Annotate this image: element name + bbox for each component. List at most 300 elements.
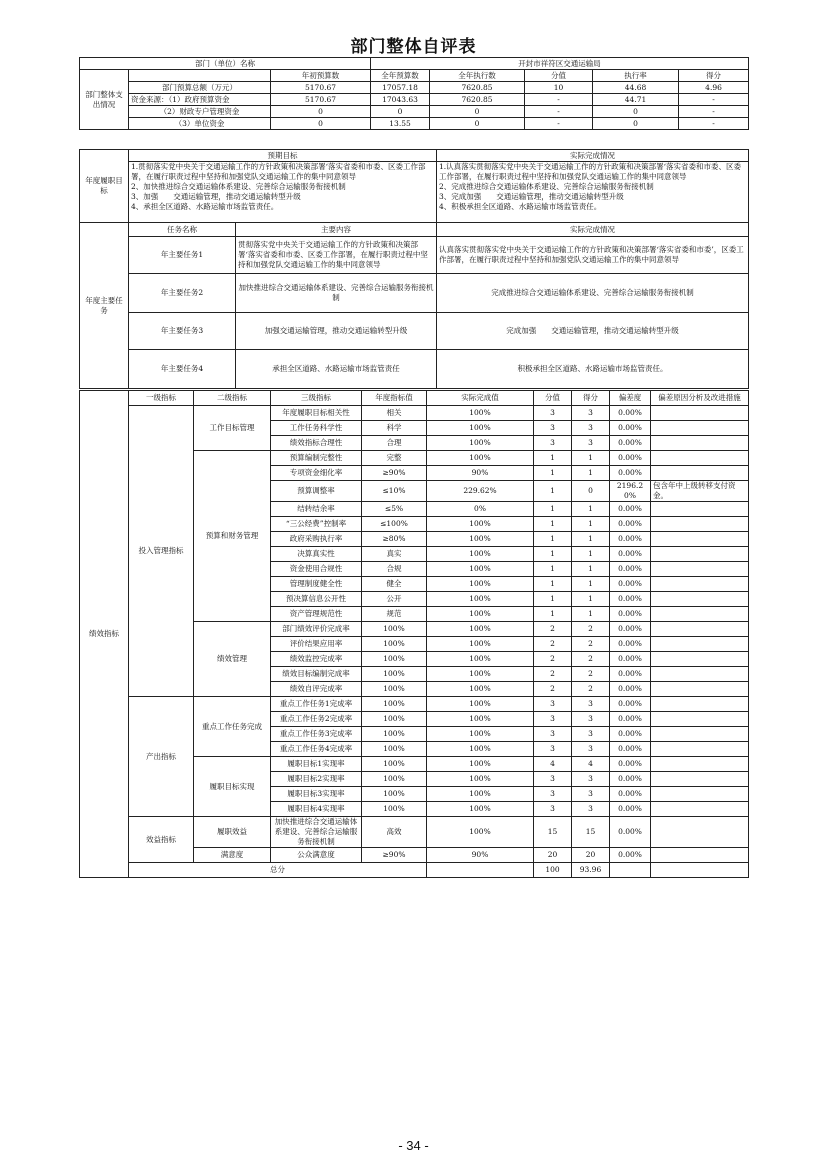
perf-actual: 0%: [427, 502, 534, 517]
perf-got: 1: [572, 517, 610, 532]
perf-note: [651, 406, 749, 421]
perf-total-row: [80, 863, 749, 878]
perf-level3: 工作任务科学性: [271, 421, 362, 436]
perf-level3: 资产管理规范性: [271, 607, 362, 622]
perf-target: 科学: [362, 421, 427, 436]
perf-target: 100%: [362, 757, 427, 772]
task-name: 年主要任务2: [129, 274, 236, 313]
perf-score: 1: [534, 502, 572, 517]
perf-deviation: 0.00%: [610, 502, 651, 517]
perf-actual: 100%: [427, 547, 534, 562]
perf-actual: 229.62%: [427, 481, 534, 502]
perf-actual: 100%: [427, 742, 534, 757]
task-content: 加快推进综合交通运输体系建设、完善综合运输服务衔接机制: [236, 274, 437, 313]
perf-actual: 100%: [427, 772, 534, 787]
budget-cell: 4.96: [679, 82, 749, 94]
task-actual: 完成加强 交通运输管理，推动交通运输转型升级: [437, 313, 749, 350]
budget-row-label: （2）财政专户管理资金: [129, 106, 271, 118]
perf-got: 3: [572, 787, 610, 802]
budget-row: [80, 82, 749, 94]
perf-note: [651, 667, 749, 682]
perf-target: 相关: [362, 406, 427, 421]
perf-actual: 100%: [427, 607, 534, 622]
perf-col-header: 三级指标: [271, 391, 362, 406]
perf-note: [651, 592, 749, 607]
perf-score: 1: [534, 481, 572, 502]
perf-got: 1: [572, 466, 610, 481]
perf-col-header: 一级指标: [129, 391, 194, 406]
perf-level3: 绩效指标合理性: [271, 436, 362, 451]
perf-deviation: 0.00%: [610, 817, 651, 848]
perf-note: [651, 532, 749, 547]
perf-actual: 100%: [427, 577, 534, 592]
perf-level3: 履职目标1实现率: [271, 757, 362, 772]
perf-actual: 100%: [427, 637, 534, 652]
perf-level3: 重点工作任务2完成率: [271, 712, 362, 727]
perf-deviation: 0.00%: [610, 667, 651, 682]
perf-target: 真实: [362, 547, 427, 562]
perf-level2: 履职效益: [194, 817, 271, 848]
budget-cell: 44.68: [593, 82, 679, 94]
perf-actual: 100%: [427, 802, 534, 817]
perf-score: 1: [534, 607, 572, 622]
perf-score: 4: [534, 757, 572, 772]
perf-deviation: 0.00%: [610, 547, 651, 562]
perf-level1: 产出指标: [129, 697, 194, 817]
perf-actual: 100%: [427, 592, 534, 607]
perf-level2: 绩效管理: [194, 622, 271, 697]
perf-level3: 预算调整率: [271, 481, 362, 502]
perf-actual: 100%: [427, 562, 534, 577]
perf-level3: 结转结余率: [271, 502, 362, 517]
budget-cell: 7620.85: [430, 82, 525, 94]
perf-level3: 管理制度健全性: [271, 577, 362, 592]
budget-cell: -: [525, 106, 593, 118]
perf-got: 1: [572, 577, 610, 592]
perf-got: 3: [572, 742, 610, 757]
total-blank: [610, 863, 651, 878]
budget-header-row: [80, 70, 749, 82]
perf-col-header: 分值: [534, 391, 572, 406]
perf-actual: 100%: [427, 787, 534, 802]
perf-actual: 100%: [427, 436, 534, 451]
perf-deviation: 0.00%: [610, 622, 651, 637]
perf-actual: 100%: [427, 727, 534, 742]
perf-got: 1: [572, 592, 610, 607]
perf-target: 公开: [362, 592, 427, 607]
total-label: 总分: [129, 863, 427, 878]
task-col-content: 主要内容: [236, 223, 437, 237]
perf-deviation: 0.00%: [610, 436, 651, 451]
perf-score: 1: [534, 451, 572, 466]
perf-got: 2: [572, 637, 610, 652]
perf-target: 100%: [362, 682, 427, 697]
perf-score: 15: [534, 817, 572, 848]
budget-cell: -: [679, 118, 749, 130]
perf-actual: 100%: [427, 421, 534, 436]
perf-level1: 效益指标: [129, 817, 194, 863]
perf-score: 1: [534, 547, 572, 562]
perf-target: 100%: [362, 742, 427, 757]
perf-target: 100%: [362, 727, 427, 742]
perf-deviation: 0.00%: [610, 727, 651, 742]
perf-target: 合理: [362, 436, 427, 451]
budget-cell: 0: [371, 106, 430, 118]
perf-actual: 100%: [427, 682, 534, 697]
budget-cell: 44.71: [593, 94, 679, 106]
perf-target: ≤10%: [362, 481, 427, 502]
perf-target: 100%: [362, 667, 427, 682]
perf-note: [651, 802, 749, 817]
perf-score: 3: [534, 436, 572, 451]
perf-note: [651, 757, 749, 772]
perf-target: 100%: [362, 622, 427, 637]
budget-col: 年初预算数: [271, 70, 371, 82]
perf-note: [651, 712, 749, 727]
budget-cell: 5170.67: [271, 94, 371, 106]
perf-got: 2: [572, 682, 610, 697]
perf-level3: 履职目标2实现率: [271, 772, 362, 787]
budget-col: 全年预算数: [371, 70, 430, 82]
budget-cell: 7620.85: [430, 94, 525, 106]
perf-actual: 100%: [427, 667, 534, 682]
perf-section-label: 绩效指标: [80, 391, 129, 878]
perf-deviation: 2196.20%: [610, 481, 651, 502]
budget-cell: 0: [430, 118, 525, 130]
perf-note: [651, 517, 749, 532]
perf-score: 3: [534, 802, 572, 817]
budget-col: 得分: [679, 70, 749, 82]
perf-level2: 工作目标管理: [194, 406, 271, 451]
perf-col-header: 偏差原因分析及改进措施: [651, 391, 749, 406]
perf-target: ≥90%: [362, 466, 427, 481]
perf-level2: 重点工作任务完成: [194, 697, 271, 757]
task-name: 年主要任务1: [129, 237, 236, 274]
perf-score: 3: [534, 742, 572, 757]
actual-text: 1.认真落实贯彻落实党中央关于交通运输工作的方针政策和决策部署‘落实省委和市委、区委工作部署，在履行职责过程中坚持和加强党队交通运输工作的集中同意领导 2、完成推进综合交通运输体系建设、完善综合运输服务衔接机制 3、完成加强 交通运输管理，推动交通运输转型升级 4、积极承担全区道路、水路运输市场监管责任。: [437, 162, 749, 223]
perf-note: [651, 547, 749, 562]
perf-got: 1: [572, 607, 610, 622]
budget-col: 分值: [525, 70, 593, 82]
perf-deviation: 0.00%: [610, 712, 651, 727]
budget-cell: 0: [271, 118, 371, 130]
perf-target: 100%: [362, 697, 427, 712]
perf-deviation: 0.00%: [610, 787, 651, 802]
perf-got: 3: [572, 727, 610, 742]
expected-text: 1.贯彻落实党中央关于交通运输工作的方针政策和决策部署‘落实省委和市委、区委工作部署，在履行职责过程中坚持和加强党队交通运输工作的集中同意领导 2、加快推进综合交通运输体系建设、完善综合运输服务衔接机制 3、加强 交通运输管理，推动交通运输转型升级 4、承担全区道路、水路运输市场监管责任。: [129, 162, 437, 223]
perf-got: 1: [572, 502, 610, 517]
perf-note: [651, 742, 749, 757]
perf-level2: 预算和财务管理: [194, 451, 271, 622]
perf-note: [651, 848, 749, 863]
perf-level3: 年度履职目标相关性: [271, 406, 362, 421]
perf-deviation: 0.00%: [610, 697, 651, 712]
perf-note: [651, 502, 749, 517]
perf-level3: 评价结果应用率: [271, 637, 362, 652]
perf-note: [651, 562, 749, 577]
perf-got: 3: [572, 802, 610, 817]
perf-level3: 绩效自评完成率: [271, 682, 362, 697]
budget-cell: 13.55: [371, 118, 430, 130]
perf-level3: 绩效监控完成率: [271, 652, 362, 667]
task-content: 承担全区道路、水路运输市场监管责任: [236, 350, 437, 389]
perf-deviation: 0.00%: [610, 607, 651, 622]
tasks-table: [79, 222, 749, 389]
perf-actual: 100%: [427, 712, 534, 727]
perf-score: 1: [534, 577, 572, 592]
budget-cell: 0: [593, 106, 679, 118]
perf-score: 3: [534, 712, 572, 727]
perf-level3: 决算真实性: [271, 547, 362, 562]
perf-score: 3: [534, 406, 572, 421]
perf-score: 3: [534, 421, 572, 436]
task-content: 加强交通运输管理，推动交通运输转型升级: [236, 313, 437, 350]
budget-row: [80, 94, 749, 106]
perf-target: ≥90%: [362, 848, 427, 863]
budget-cell: -: [525, 118, 593, 130]
perf-note: [651, 466, 749, 481]
task-actual: 认真落实贯彻落实党中央关于交通运输工作的方针政策和决策部署‘落实省委和市委’，区委工作部署，在履行职责过程中坚持和加强党队交通运输工作的集中同意领导: [437, 237, 749, 274]
task-name: 年主要任务4: [129, 350, 236, 389]
task-row: [80, 350, 749, 389]
perf-note: [651, 607, 749, 622]
perf-actual: 100%: [427, 757, 534, 772]
perf-got: 1: [572, 562, 610, 577]
perf-note: [651, 637, 749, 652]
perf-score: 1: [534, 592, 572, 607]
perf-note: [651, 772, 749, 787]
annual-section-label: 年度履职目标: [80, 150, 129, 223]
perf-deviation: 0.00%: [610, 517, 651, 532]
perf-level3: 重点工作任务3完成率: [271, 727, 362, 742]
perf-level3: 资金使用合规性: [271, 562, 362, 577]
perf-score: 1: [534, 532, 572, 547]
perf-deviation: 0.00%: [610, 592, 651, 607]
perf-score: 2: [534, 682, 572, 697]
perf-target: 完整: [362, 451, 427, 466]
perf-score: 3: [534, 697, 572, 712]
perf-got: 3: [572, 436, 610, 451]
expected-header: 预期目标: [129, 150, 437, 162]
perf-level3: 专项资金细化率: [271, 466, 362, 481]
budget-row-label: 资金来源：（1）政府预算资金: [129, 94, 271, 106]
perf-level3: 重点工作任务4完成率: [271, 742, 362, 757]
perf-actual: 100%: [427, 451, 534, 466]
perf-deviation: 0.00%: [610, 532, 651, 547]
task-row: [80, 274, 749, 313]
dept-row: [80, 58, 749, 70]
task-col-name: 任务名称: [129, 223, 236, 237]
perf-level3: 加快推进综合交通运输体系建设、完善综合运输服务衔接机制: [271, 817, 362, 848]
budget-row-label: 部门预算总额（万元）: [129, 82, 271, 94]
perf-got: 3: [572, 421, 610, 436]
perf-row: [80, 697, 749, 712]
perf-note: [651, 421, 749, 436]
perf-target: 健全: [362, 577, 427, 592]
perf-score: 1: [534, 562, 572, 577]
perf-level3: “三公经费”控制率: [271, 517, 362, 532]
perf-deviation: 0.00%: [610, 848, 651, 863]
perf-score: 3: [534, 772, 572, 787]
budget-cell: -: [525, 94, 593, 106]
perf-actual: 100%: [427, 697, 534, 712]
task-content: 贯彻落实党中央关于交通运输工作的方针政策和决策部署‘落实省委和市委、区委工作部署，在履行职责过程中坚持和加强党队交通运输工作的集中同意领导: [236, 237, 437, 274]
perf-target: 100%: [362, 772, 427, 787]
perf-target: 规范: [362, 607, 427, 622]
perf-actual: 100%: [427, 532, 534, 547]
perf-deviation: 0.00%: [610, 406, 651, 421]
perf-score: 2: [534, 622, 572, 637]
perf-actual: 90%: [427, 466, 534, 481]
perf-deviation: 0.00%: [610, 421, 651, 436]
perf-target: 100%: [362, 802, 427, 817]
budget-row: [80, 118, 749, 130]
page-number: - 34 -: [398, 1138, 429, 1153]
perf-got: 1: [572, 451, 610, 466]
total-score: 100: [534, 863, 572, 878]
perf-note: [651, 682, 749, 697]
budget-cell: 0: [430, 106, 525, 118]
perf-note: [651, 451, 749, 466]
perf-level1: 投入管理指标: [129, 406, 194, 697]
perf-target: 合规: [362, 562, 427, 577]
perf-got: 1: [572, 547, 610, 562]
dept-name: 开封市祥符区交通运输局: [371, 58, 749, 70]
perf-target: 100%: [362, 637, 427, 652]
total-got: 93.96: [572, 863, 610, 878]
perf-deviation: 0.00%: [610, 652, 651, 667]
total-blank: [427, 863, 534, 878]
budget-col: 执行率: [593, 70, 679, 82]
perf-note: [651, 436, 749, 451]
task-row: [80, 237, 749, 274]
budget-corner: [129, 70, 271, 82]
perf-row: [80, 817, 749, 848]
perf-level3: 预算编制完整性: [271, 451, 362, 466]
perf-got: 3: [572, 697, 610, 712]
perf-score: 3: [534, 787, 572, 802]
perf-score: 2: [534, 667, 572, 682]
perf-note: 包含年中上级转移支付资金。: [651, 481, 749, 502]
budget-table: [79, 57, 749, 130]
perf-score: 2: [534, 652, 572, 667]
perf-actual: 100%: [427, 652, 534, 667]
perf-got: 3: [572, 712, 610, 727]
perf-target: 高效: [362, 817, 427, 848]
perf-deviation: 0.00%: [610, 466, 651, 481]
actual-header: 实际完成情况: [437, 150, 749, 162]
budget-cell: 17057.18: [371, 82, 430, 94]
budget-cell: 17043.63: [371, 94, 430, 106]
perf-got: 2: [572, 667, 610, 682]
budget-cell: -: [679, 106, 749, 118]
perf-note: [651, 577, 749, 592]
perf-score: 2: [534, 637, 572, 652]
annual-targets-table: [79, 149, 749, 223]
perf-level3: 履职目标4实现率: [271, 802, 362, 817]
perf-col-header: 实际完成值: [427, 391, 534, 406]
task-row: [80, 313, 749, 350]
perf-got: 3: [572, 406, 610, 421]
budget-section-label: 部门整体支出情况: [80, 70, 129, 130]
perf-note: [651, 727, 749, 742]
perf-level3: 公众满意度: [271, 848, 362, 863]
budget-col: 全年执行数: [430, 70, 525, 82]
performance-table: [79, 390, 749, 878]
budget-row: [80, 106, 749, 118]
perf-score: 3: [534, 727, 572, 742]
page-title: 部门整体自评表: [350, 37, 477, 57]
task-actual: 完成推进综合交通运输体系建设、完善综合运输服务衔接机制: [437, 274, 749, 313]
perf-got: 3: [572, 772, 610, 787]
perf-got: 2: [572, 622, 610, 637]
task-name: 年主要任务3: [129, 313, 236, 350]
perf-score: 20: [534, 848, 572, 863]
perf-col-header: 年度指标值: [362, 391, 427, 406]
perf-level3: 重点工作任务1完成率: [271, 697, 362, 712]
dept-label: 部门（单位）名称: [80, 58, 371, 70]
perf-got: 20: [572, 848, 610, 863]
perf-deviation: 0.00%: [610, 802, 651, 817]
perf-note: [651, 652, 749, 667]
perf-target: 100%: [362, 712, 427, 727]
perf-actual: 100%: [427, 817, 534, 848]
budget-cell: 10: [525, 82, 593, 94]
budget-cell: 0: [271, 106, 371, 118]
perf-col-header: 得分: [572, 391, 610, 406]
budget-cell: -: [679, 94, 749, 106]
perf-target: ≥80%: [362, 532, 427, 547]
perf-note: [651, 622, 749, 637]
perf-level3: 政府采购执行率: [271, 532, 362, 547]
budget-cell: 0: [593, 118, 679, 130]
perf-deviation: 0.00%: [610, 757, 651, 772]
perf-note: [651, 817, 749, 848]
perf-deviation: 0.00%: [610, 772, 651, 787]
perf-actual: 90%: [427, 848, 534, 863]
perf-score: 1: [534, 517, 572, 532]
perf-actual: 100%: [427, 406, 534, 421]
perf-target: ≤5%: [362, 502, 427, 517]
perf-actual: 100%: [427, 622, 534, 637]
perf-deviation: 0.00%: [610, 451, 651, 466]
perf-level2: 履职目标实现: [194, 757, 271, 817]
perf-level3: 部门绩效评价完成率: [271, 622, 362, 637]
perf-level3: 绩效目标编制完成率: [271, 667, 362, 682]
perf-deviation: 0.00%: [610, 562, 651, 577]
perf-actual: 100%: [427, 517, 534, 532]
perf-deviation: 0.00%: [610, 682, 651, 697]
perf-got: 0: [572, 481, 610, 502]
perf-header-row: [80, 391, 749, 406]
perf-got: 4: [572, 757, 610, 772]
total-blank: [651, 863, 749, 878]
perf-score: 1: [534, 466, 572, 481]
perf-target: 100%: [362, 787, 427, 802]
perf-col-header: 二级指标: [194, 391, 271, 406]
perf-got: 15: [572, 817, 610, 848]
perf-note: [651, 787, 749, 802]
perf-level3: 预决算信息公开性: [271, 592, 362, 607]
budget-cell: 5170.67: [271, 82, 371, 94]
perf-target: 100%: [362, 652, 427, 667]
perf-col-header: 偏差度: [610, 391, 651, 406]
task-actual: 积极承担全区道路、水路运输市场监管责任。: [437, 350, 749, 389]
task-col-actual: 实际完成情况: [437, 223, 749, 237]
perf-deviation: 0.00%: [610, 577, 651, 592]
perf-got: 1: [572, 532, 610, 547]
perf-target: ≤100%: [362, 517, 427, 532]
